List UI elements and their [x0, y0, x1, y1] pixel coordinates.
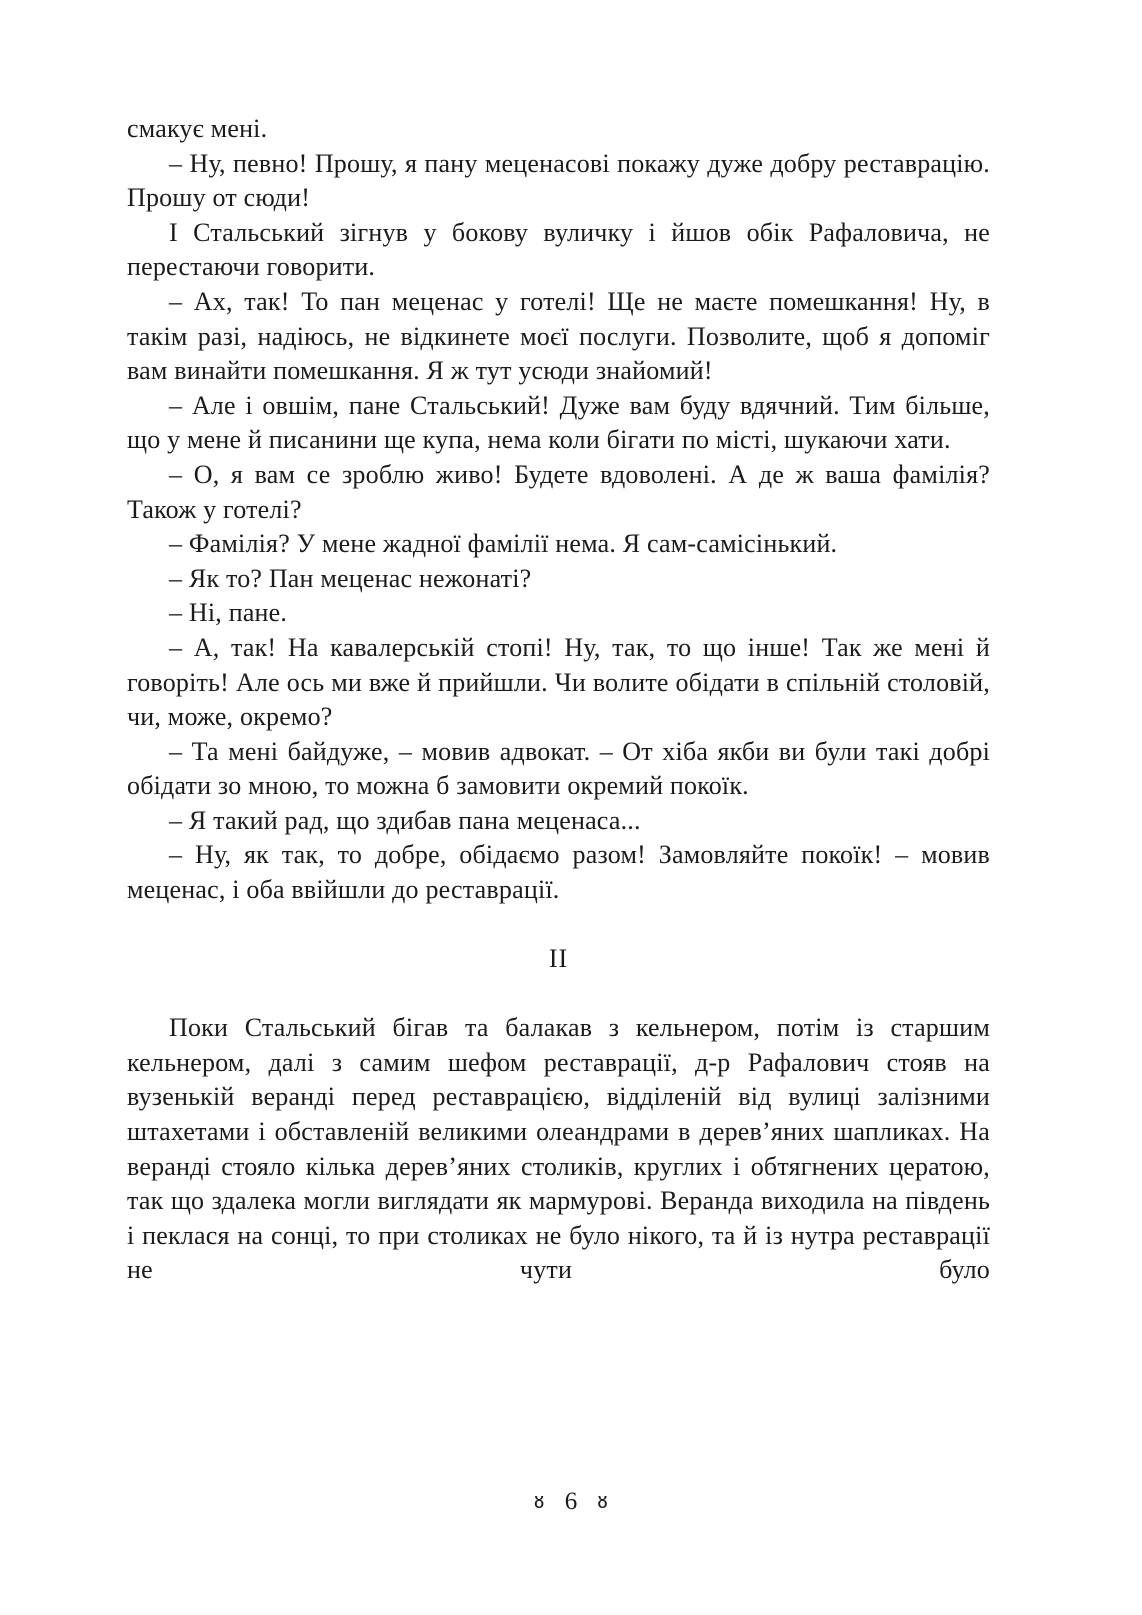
paragraph: – А, так! На кавалерській стопі! Ну, так, то що інше! Так же мені й говоріть! Але ось ми вже й прийшли. Чи волите обідати в спільній столовій, чи, може, окремо? — [127, 632, 990, 732]
ornament-right-icon: ᴕ — [597, 1489, 608, 1514]
ornament-left-icon: ᴕ — [534, 1489, 545, 1514]
paragraph: Поки Стальський бігав та балакав з кельнером, потім із старшим кельнером, далі з самим шефом реставрації, д-р Рафалович стояв на вузенькій веранді перед реставрацією, відділеній від вулиці залізними штахетами і обставленій великими олеандрами в дерев’яних шапликах. На веранді стояло кілька дерев’яних столиків, круглих і обтягнених цератою, так що здалека могли виглядати як мармурові. Веранда виходила на південь і пеклася на сонці, то при столиках не було нікого, та й із нутра реставрації не чути було — [127, 1013, 990, 1285]
page-number: 6 — [564, 1488, 578, 1515]
paragraph: – О, я вам се зроблю живо! Будете вдоволені. А де ж ваша фамілія? Також у готелі? — [127, 459, 990, 524]
paragraph: смакує мені. — [127, 114, 268, 143]
paragraph: – Ах, так! То пан меценас у готелі! Ще не маєте помешкання! Ну, в такім разі, надіюсь, не відкинете моєї послуги. Позволите, щоб я допоміг вам винайти помешкання. Я ж тут усюди знайомий! — [127, 286, 990, 386]
chapter-heading: II — [548, 943, 569, 973]
paragraph: – Фамілія? У мене жадної фамілії нема. Я сам-самісінький. — [169, 529, 838, 559]
page-footer — [0, 1488, 1142, 1517]
paragraph: – Ну, як так, то добре, обідаємо разом! Замовляйте покоїк! – мовив меценас, і оба ввійшли до реставрації. — [127, 840, 990, 905]
paragraph: – Як то? Пан меценас нежонаті? — [169, 563, 532, 593]
paragraph: – Ні, пане. — [169, 598, 288, 628]
paragraph: – Ну, певно! Прошу, я пану меценасові покажу дуже добру реставрацію. Прошу от сюди! — [127, 148, 990, 213]
paragraph: – Але і овшім, пане Стальський! Дуже вам буду вдячний. Тим більше, що у мене й писанини ще купа, нема коли бігати по місті, шукаючи хати. — [127, 390, 990, 455]
text-block — [127, 112, 990, 1288]
paragraph: – Та мені байдуже, – мовив адвокат. – От хіба якби ви були такі добрі обідати зо мною, то можна б замовити окремий покоїк. — [127, 736, 990, 801]
paragraph: – Я такий рад, що здибав пана меценаса... — [169, 805, 641, 835]
paragraph: І Стальський зігнув у бокову вуличку і йшов обік Рафаловича, не перестаючи говорити. — [127, 217, 990, 282]
